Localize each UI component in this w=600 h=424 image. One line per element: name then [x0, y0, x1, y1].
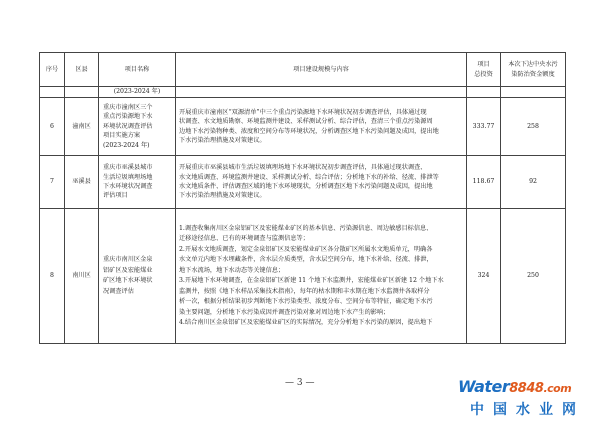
content-line: 2.开展水文地质调查，划定金泉铝矿区及宏能煤业矿区各分散矿区所属水文地质单元，明确各: [179, 245, 433, 253]
project-table: [39, 52, 566, 344]
header-fund: [501, 53, 566, 87]
header-investment-line1: 项目: [477, 61, 490, 69]
header-fund-line2: 染防治资金额度: [511, 70, 555, 78]
name-line: 下水环境状况调查: [103, 183, 153, 190]
content-line: 水文单元内地下水埋藏条件，含水层介质类型，含水层空间分布，地下水补给、径流、排泄，: [179, 256, 433, 263]
table-header-row: [40, 53, 566, 87]
table-row: [40, 156, 566, 209]
watermark-word: Water: [458, 377, 510, 396]
row-investment: 333.77: [467, 98, 501, 156]
name-line: 况调查评估: [103, 287, 134, 295]
table-row: [40, 209, 566, 344]
row-project-name: [99, 209, 176, 344]
row-district: 潼南区: [65, 98, 99, 156]
row-district: 南川区: [65, 209, 99, 344]
header-investment-line2: 总投资: [474, 70, 493, 78]
content-line: 开展重庆市潼南区“双源清单”中三个重点污染源地下水环境状况初步调查评估，具体通过现: [179, 108, 427, 116]
page-number: — 3 —: [285, 378, 315, 388]
row-fund: 250: [501, 209, 566, 344]
content-line: 下水污染治理措施及对策建议。: [179, 192, 266, 200]
header-content: 项目建设规模与内容: [176, 53, 467, 87]
content-line: 水文地质调查、环境监测井建设、采样测试分析、综合评估；分析地下水的补给、径流、排泄等: [179, 173, 439, 181]
name-line: 生活垃圾填埋场地: [103, 173, 153, 181]
content-line: 边地下水污染物种类、浓度和空间分布等环境状况，分析调查区地下水污染问题及成因，提出地: [179, 127, 439, 135]
watermark-domain: .com: [543, 382, 572, 395]
header-district: 区县: [65, 53, 99, 87]
name-line: 项目实施方案: [103, 132, 141, 140]
name-line: 重庆市巫溪县城市: [103, 164, 153, 172]
content-line: 1.调查收集南川区金泉铝矿区及宏能煤业矿区的基本信息、污染源信息、周边敏感目标信息、: [179, 224, 433, 232]
header-investment: [467, 53, 501, 87]
row-seq: 6: [40, 98, 65, 156]
content-line: 监测井，按照《地下水样品采集技术指南》，每年的枯水期和丰水期在地下水监测井各取样分: [179, 287, 430, 295]
continued-name: (2023-2024 年): [99, 87, 176, 98]
name-line: (2023-2024 年): [103, 141, 150, 149]
content-line: 地下水流场，地下水动态等关键信息；: [179, 266, 285, 274]
row-fund: 92: [501, 156, 566, 209]
name-line: 铝矿区及宏能煤业: [103, 266, 153, 274]
table-row-continued: [40, 87, 566, 98]
row-project-name: [99, 98, 176, 156]
name-line: 重庆市南川区金泉: [103, 256, 153, 263]
content-line: 迁移途径信息、已有的环境调查与监测信息等；: [179, 235, 309, 242]
watermark-brand: [458, 377, 571, 396]
watermark-chinese: 中国水业网: [470, 402, 585, 418]
name-line: 矿区地下水环境状: [103, 277, 153, 284]
content-line: 染主要问题，分析地下水污染成因并调查污染对象对周边地下水产生的影响；: [179, 308, 390, 316]
row-investment: 118.67: [467, 156, 501, 209]
row-fund: 258: [501, 98, 566, 156]
row-seq: 7: [40, 156, 65, 209]
row-content: [176, 156, 467, 209]
row-district: 巫溪县: [65, 156, 99, 209]
row-content: [176, 98, 467, 156]
header-name: 项目名称: [99, 53, 176, 87]
header-fund-line1: 本次下达中央水污: [508, 61, 558, 69]
name-line: 重点污染源地下水: [103, 113, 153, 121]
content-line: 3.开展地下水环境调查，在金泉铝矿区新建 11 个地下水监测井，宏能煤业矿区新建 12 个地下水: [179, 277, 444, 284]
row-content: [176, 209, 467, 344]
content-line: 状调查、水文地质勘察、环境监测井建设、采样测试分析、综合评估，查清三个重点污染源周: [179, 118, 433, 126]
row-investment: 324: [467, 209, 501, 344]
name-line: 评估项目: [103, 192, 128, 200]
row-project-name: [99, 156, 176, 209]
content-line: 开展重庆市巫溪县城市生活垃圾填埋场地下水环境状况初步调查评估，具体通过现状调查、: [179, 164, 427, 172]
name-line: 重庆市潼南区三个: [103, 103, 153, 111]
watermark-number: 8848: [509, 381, 544, 396]
content-line: 水文地质条件、评估调查区域的地下水环境现状，分析调查区地下水污染问题及成因，提出地: [179, 183, 433, 190]
watermark-logo: [458, 377, 598, 422]
table-row: [40, 98, 566, 156]
row-seq: 8: [40, 209, 65, 344]
content-line: 析一次，根据分析结果初步判断地下水污染类型、浓度分布、空间分布等特征，确定地下水污: [179, 298, 433, 305]
content-line: 下水污染治理措施及对策建议。: [179, 136, 266, 144]
name-line: 环境状况调查评估: [103, 122, 153, 130]
content-line: 4.结合南川区金泉铝矿区及宏能煤业矿区的实际情况，充分分析地下水污染的原因，提出地下: [179, 319, 433, 326]
header-seq: 序号: [40, 53, 65, 87]
